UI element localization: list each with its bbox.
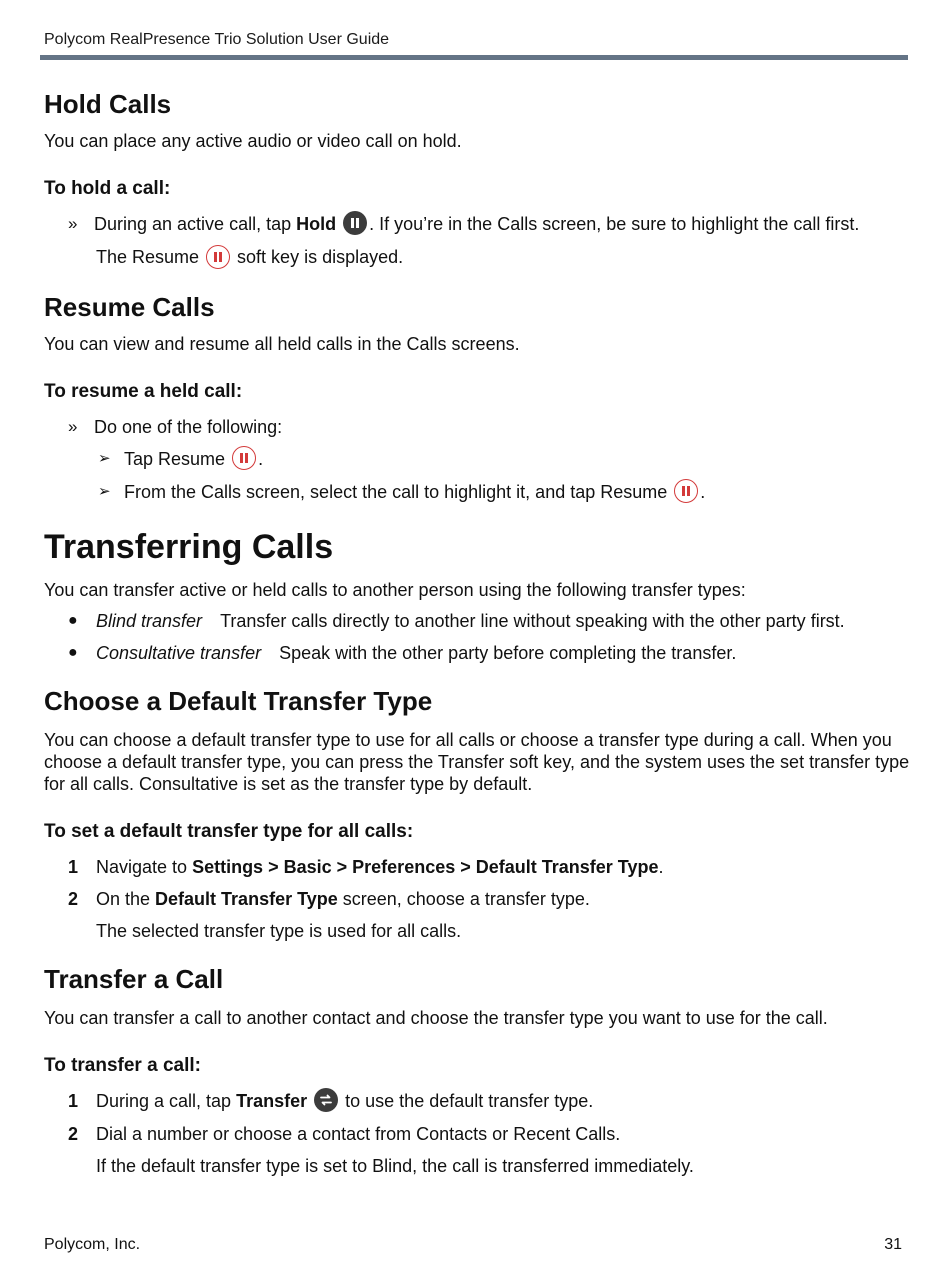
resume-calls-heading: Resume Calls [44, 291, 215, 322]
bullet-icon: ● [68, 644, 78, 661]
hold-calls-intro: You can place any active audio or video call on hold. [44, 131, 462, 151]
resume-calls-intro: You can view and resume all held calls in the Calls screens. [44, 333, 520, 354]
resume-step: » Do one of the following: [68, 416, 283, 437]
resume-icon [674, 479, 698, 503]
default-transfer-procedure-title: To set a default transfer type for all calls: [44, 821, 414, 842]
transferring-calls-heading: Transferring Calls [44, 528, 334, 566]
transfer-call-procedure-title: To transfer a call: [44, 1055, 201, 1076]
step-chevron: » [68, 416, 78, 436]
step-chevron: » [68, 214, 78, 233]
resume-substep-2: ➢ From the Calls screen, select the call to highlight it, and tap Resume . [44, 480, 910, 505]
transfer-call-intro: You can transfer a call to another contact and choose the transfer type you want to use for the call. [44, 1008, 828, 1028]
default-transfer-step-2: 2 On the Default Transfer Type screen, choose a transfer type. [68, 889, 590, 909]
footer-page-number: 31 [884, 1236, 902, 1253]
hold-procedure-title: To hold a call: [44, 178, 171, 199]
default-transfer-heading: Choose a Default Transfer Type [44, 686, 433, 716]
hold-calls-heading: Hold Calls [44, 89, 172, 119]
resume-icon [232, 446, 256, 470]
transferring-intro: You can transfer active or held calls to another person using the following transfer types: [44, 580, 746, 600]
resume-procedure-title: To resume a held call: [44, 380, 243, 402]
transfer-icon [314, 1088, 338, 1112]
default-transfer-intro: You can choose a default transfer type to use for all calls or choose a transfer type during a call. When you choose a default transfer type, you can press the Transfer soft key, and the system uses the set transfer type for all calls. Consultative is set as the transfer type by default. [44, 730, 910, 794]
header-rule [40, 55, 908, 60]
resume-icon [206, 245, 230, 269]
transfer-type-item: ● Blind transfer Transfer calls directly to another line without speaking with the other party first. [68, 611, 845, 631]
transfer-call-heading: Transfer a Call [44, 964, 224, 994]
document-body [44, 86, 910, 1178]
footer-company: Polycom, Inc. [44, 1236, 141, 1253]
transfer-type-item: ● Consultative transfer Speak with the other party before completing the transfer. [68, 643, 737, 663]
arrow-bullet-icon: ➢ [98, 449, 111, 467]
hold-icon [343, 211, 367, 235]
hold-step: » During an active call, tap Hold . If you’re in the Calls screen, be sure to highlight the call first. [44, 212, 910, 237]
page-header-title: Polycom RealPresence Trio Solution User Guide [44, 31, 390, 48]
arrow-bullet-icon: ➢ [98, 482, 111, 500]
bullet-icon: ● [68, 612, 78, 629]
transfer-call-result: If the default transfer type is set to Blind, the call is transferred immediately. [96, 1156, 694, 1177]
default-transfer-result: The selected transfer type is used for all calls. [96, 921, 462, 941]
transfer-call-step-2: 2 Dial a number or choose a contact from Contacts or Recent Calls. [68, 1124, 621, 1145]
hold-result: The Resume soft key is displayed. [44, 245, 910, 270]
resume-substep-1: ➢ Tap Resume . [44, 447, 910, 472]
default-transfer-step-1: 1 Navigate to Settings > Basic > Preferences > Default Transfer Type. [68, 857, 664, 877]
transfer-call-step-1: 1 During a call, tap Transfer to use the default transfer type. [44, 1089, 910, 1114]
